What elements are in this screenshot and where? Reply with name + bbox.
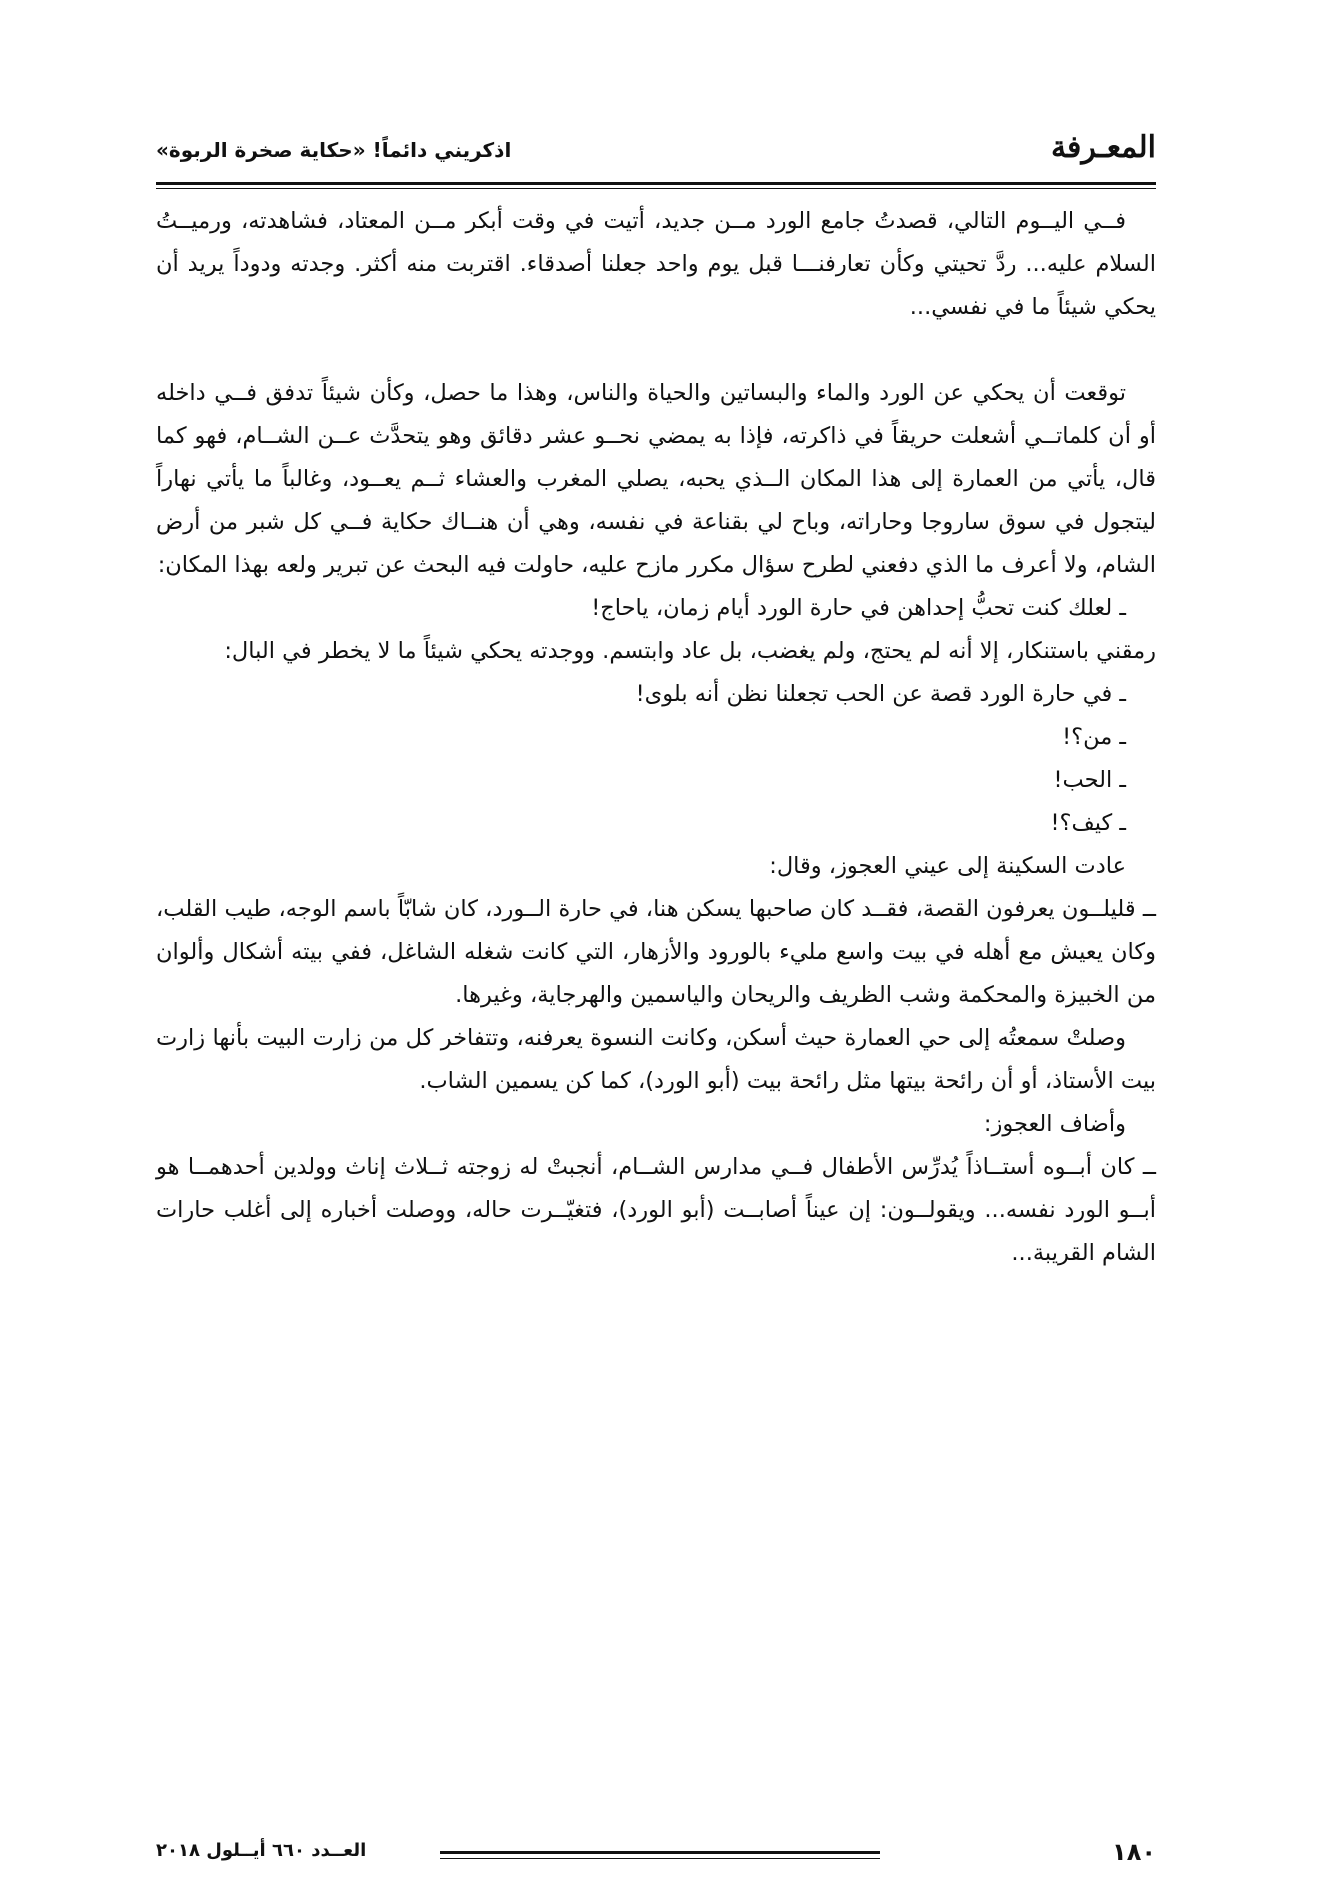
paragraph-1: فــي اليــوم التالي، قصدتُ جامع الورد مــن جديد، أتيت في وقت أبكر مــن المعتاد، فشاهدته، ورميــتُ السلام عليه... ردَّ تحيتي وكأن تعارفنـــا قبل يوم واحد جعلنا أصدقاء. اقتربت منه أكثر. وجدته ودوداً يريد أن يحكي شيئاً ما في نفسي... [156, 208, 1156, 320]
paragraph-4: عادت السكينة إلى عيني العجوز، وقال: [769, 853, 1126, 879]
issue-label: العــدد ٦٦٠ أيــلول ٢٠١٨ [156, 1840, 367, 1861]
footer-rule-thin [440, 1858, 880, 1859]
dialogue-line-4: ـ الحب! [1053, 767, 1126, 793]
article-body [156, 200, 1156, 1275]
paragraph-3: رمقني باستنكار، إلا أنه لم يحتج، ولم يغضب، بل عاد وابتسم. ووجدته يحكي شيئاً ما لا يخطر في البال: [224, 638, 1156, 664]
paragraph-8: ــ كان أبــوه أستــاذاً يُدرِّس الأطفال فــي مدارس الشــام، أنجبتْ له زوجته ثــلاث إناث وولدين أحدهمــا هو أبــو الورد نفسه... ويقولــون: إن عيناً أصابــت (أبو الورد)، فتغيّــرت حاله، ووصلت أخباره إلى أغلب حارات الشام القريبة... [156, 1154, 1156, 1266]
magazine-logo: المعـرفة [1050, 130, 1156, 165]
page-number: ١٨٠ [1112, 1838, 1156, 1866]
dialogue-line-1: ـ لعلك كنت تحبُّ إحداهن في حارة الورد أيام زمان، ياحاج! [591, 595, 1126, 621]
dialogue-line-3: ـ من؟! [1062, 724, 1126, 750]
dialogue-line-2: ـ في حارة الورد قصة عن الحب تجعلنا نظن أنه بلوى! [635, 681, 1126, 707]
paragraph-5: ــ قليلــون يعرفون القصة، فقــد كان صاحبها يسكن هنا، في حارة الــورد، كان شابّاً باسم الوجه، طيب القلب، وكان يعيش مع أهله في بيت واسع مليء بالورود والأزهار، التي كانت شغله الشاغل، ففي بيته أشكال وألوان من الخبيزة والمحكمة وشب الظريف والريحان والياسمين والهرجاية، وغيرها. [156, 896, 1156, 1008]
paragraph-6: وصلتْ سمعتُه إلى حي العمارة حيث أسكن، وكانت النسوة يعرفنه، وتتفاخر كل من زارت البيت بأنها زارت بيت الأستاذ، أو أن رائحة بيتها مثل رائحة بيت (أبو الورد)، كما كن يسمين الشاب. [156, 1025, 1156, 1094]
paragraph-gap [156, 329, 1156, 372]
dialogue-line-5: ـ كيف؟! [1050, 810, 1126, 836]
footer-rule-thick [440, 1851, 880, 1854]
header-rule-thick [156, 182, 1156, 185]
header-rule-thin [156, 188, 1156, 189]
page-header [156, 120, 1156, 180]
running-title: اذكريني دائماً! «حكاية صخرة الربوة» [156, 138, 512, 162]
paragraph-2: توقعت أن يحكي عن الورد والماء والبساتين والحياة والناس، وهذا ما حصل، وكأن شيئاً تدفق فــي داخله أو أن كلماتــي أشعلت حريقاً في ذاكرته، فإذا به يمضي نحــو عشر دقائق وهو يتحدَّث عــن الشــام، فهو كما قال، يأتي من العمارة إلى هذا المكان الــذي يحبه، يصلي المغرب والعشاء ثــم يعــود، وغالباً ما يأتي نهاراً ليتجول في سوق ساروجا وحاراته، وباح لي بقناعة في نفسه، وهي أن هنــاك حكاية فــي كل شبر من أرض الشام، ولا أعرف ما الذي دفعني لطرح سؤال مكرر مازح عليه، حاولت فيه البحث عن تبرير ولعه بهذا المكان: [156, 380, 1156, 578]
paragraph-7: وأضاف العجوز: [983, 1111, 1126, 1137]
